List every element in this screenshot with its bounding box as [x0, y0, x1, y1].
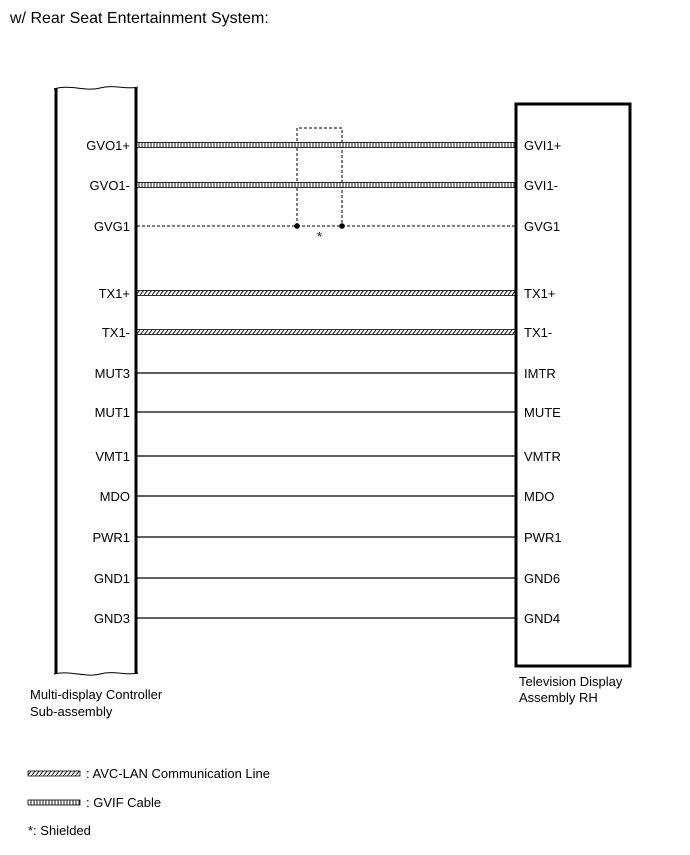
left-pin-label: GVO1+ [86, 138, 130, 153]
wire-0 [137, 143, 515, 148]
right-pin-label: TX1- [524, 325, 553, 340]
wire-1 [137, 183, 515, 188]
page-title: w/ Rear Seat Entertainment System: [10, 10, 269, 27]
right-component-name-line1: Television Display [519, 674, 623, 689]
left-pin-label: GVO1- [89, 178, 130, 193]
left-pin-label: GND3 [93, 611, 130, 626]
right-pin-label: IMTR [524, 366, 556, 381]
legend-avc-swatch [28, 771, 80, 776]
shield-asterisk: * [317, 229, 323, 244]
wire-4 [137, 330, 515, 335]
right-pin-label: GVI1+ [524, 138, 562, 153]
right-pin-label: GND4 [524, 611, 561, 626]
left-pin-label: MDO [99, 489, 130, 504]
right-pin-label: GVI1- [524, 178, 558, 193]
right-component-name-line2: Assembly RH [519, 690, 598, 705]
right-pin-label: GND6 [524, 571, 561, 586]
legend [28, 766, 270, 838]
left-pin-label: GVG1 [93, 219, 130, 234]
legend-gvif-label: : GVIF Cable [86, 795, 162, 810]
left-pin-label: MUT3 [94, 366, 130, 381]
right-pin-label: MUTE [524, 405, 561, 420]
right-pin-label: GVG1 [524, 219, 561, 234]
legend-shield-label: *: Shielded [28, 823, 91, 838]
left-pin-label: GND1 [93, 571, 130, 586]
left-pin-label: VMT1 [95, 449, 130, 464]
left-pin-label: TX1+ [98, 286, 130, 301]
left-pin-label: MUT1 [94, 405, 130, 420]
right-pin-label: TX1+ [524, 286, 556, 301]
left-pin-label: PWR1 [92, 530, 130, 545]
right-pin-label: MDO [524, 489, 555, 504]
left-component-name-line2: Sub-assembly [30, 704, 113, 719]
right-pin-label: PWR1 [524, 530, 562, 545]
left-component-name-line1: Multi-display Controller [30, 687, 163, 702]
legend-gvif-swatch [28, 800, 80, 805]
wire-3 [137, 291, 515, 296]
right-pin-label: VMTR [524, 449, 561, 464]
left-pin-label: TX1- [101, 325, 130, 340]
legend-avc-label: : AVC-LAN Communication Line [86, 766, 271, 781]
